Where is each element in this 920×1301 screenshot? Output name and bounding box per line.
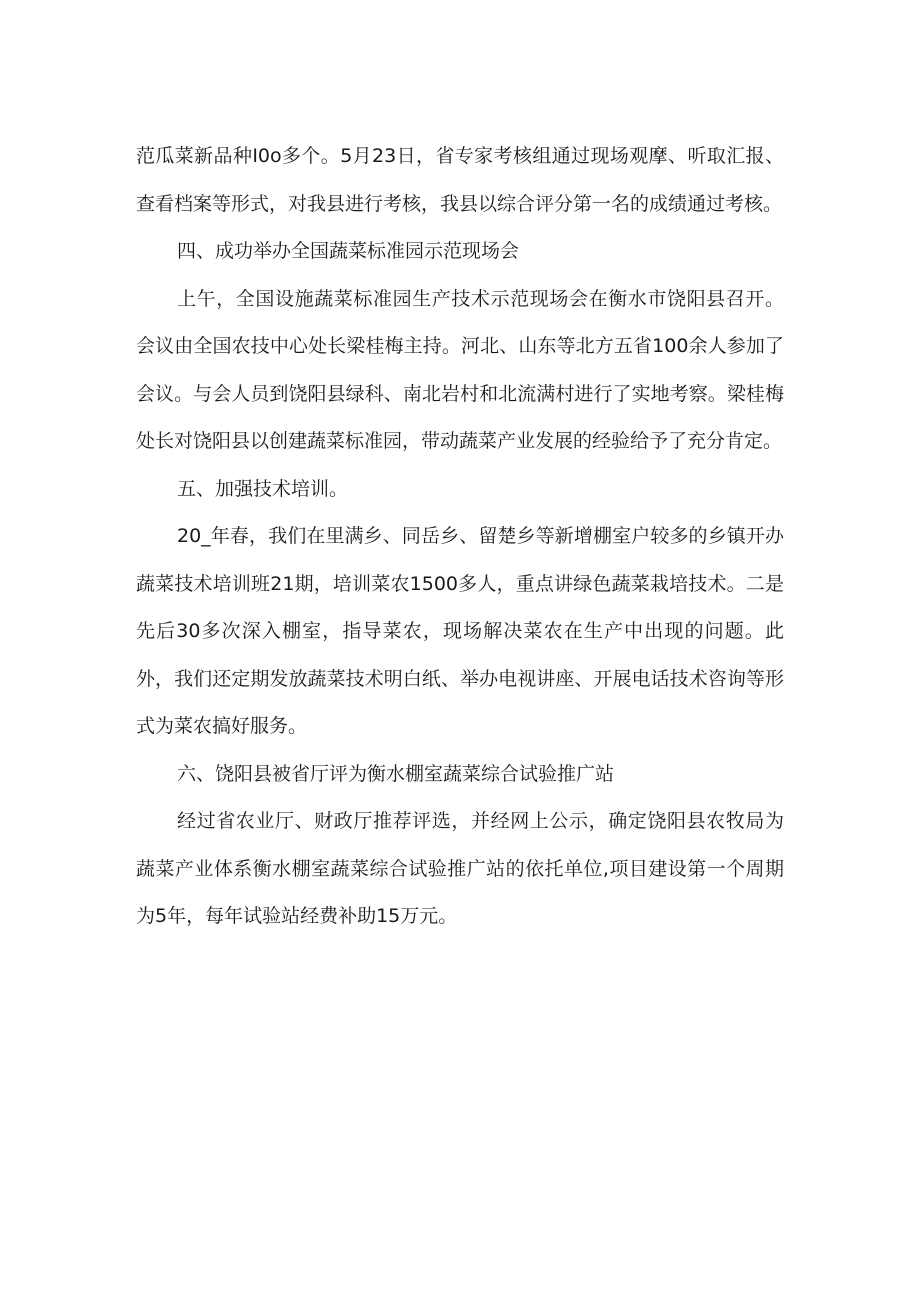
- paragraph-continuation: 范瓜菜新品种I0o多个。5月23日，省专家考核组通过现场观摩、听取汇报、查看档案等形式，对我县进行考核，我县以综合评分第一名的成绩通过考核。: [136, 145, 784, 215]
- paragraph-test-station: 经过省农业厅、财政厅推荐评选，并经网上公示，确定饶阳县农牧局为蔬菜产业体系衡水棚室蔬菜综合试验推广站的依托单位,项目建设第一个周期为5年，每年试验站经费补助15万元。: [136, 810, 784, 927]
- paragraph-training: 20_年春，我们在里满乡、同岳乡、留楚乡等新增棚室户较多的乡镇开办蔬菜技术培训班21期，培训菜农1500多人，重点讲绿色蔬菜栽培技术。二是先后30多次深入棚室，指导菜农，现场解决菜农在生产中出现的问题。此外，我们还定期发放蔬菜技术明白纸、举办电视讲座、开展电话技术咨询等形式为菜农搞好服务。: [136, 525, 784, 737]
- document-body: [136, 133, 784, 941]
- section-heading-6: 六、饶阳县被省厅评为衡水棚室蔬菜综合试验推广站: [177, 762, 615, 785]
- section-heading-5: 五、加强技术培训。: [177, 477, 349, 500]
- paragraph-field-meeting: 上午，全国设施蔬菜标准园生产技术示范现场会在衡水市饶阳县召开。会议由全国农技中心处长梁桂梅主持。河北、山东等北方五省100余人参加了会议。与会人员到饶阳县绿科、南北岩村和北流满村进行了实地考察。梁桂梅处长对饶阳县以创建蔬菜标准园，带动蔬菜产业发展的经验给予了充分肯定。: [136, 287, 784, 452]
- section-heading-4: 四、成功举办全国蔬菜标准园示范现场会: [177, 240, 520, 262]
